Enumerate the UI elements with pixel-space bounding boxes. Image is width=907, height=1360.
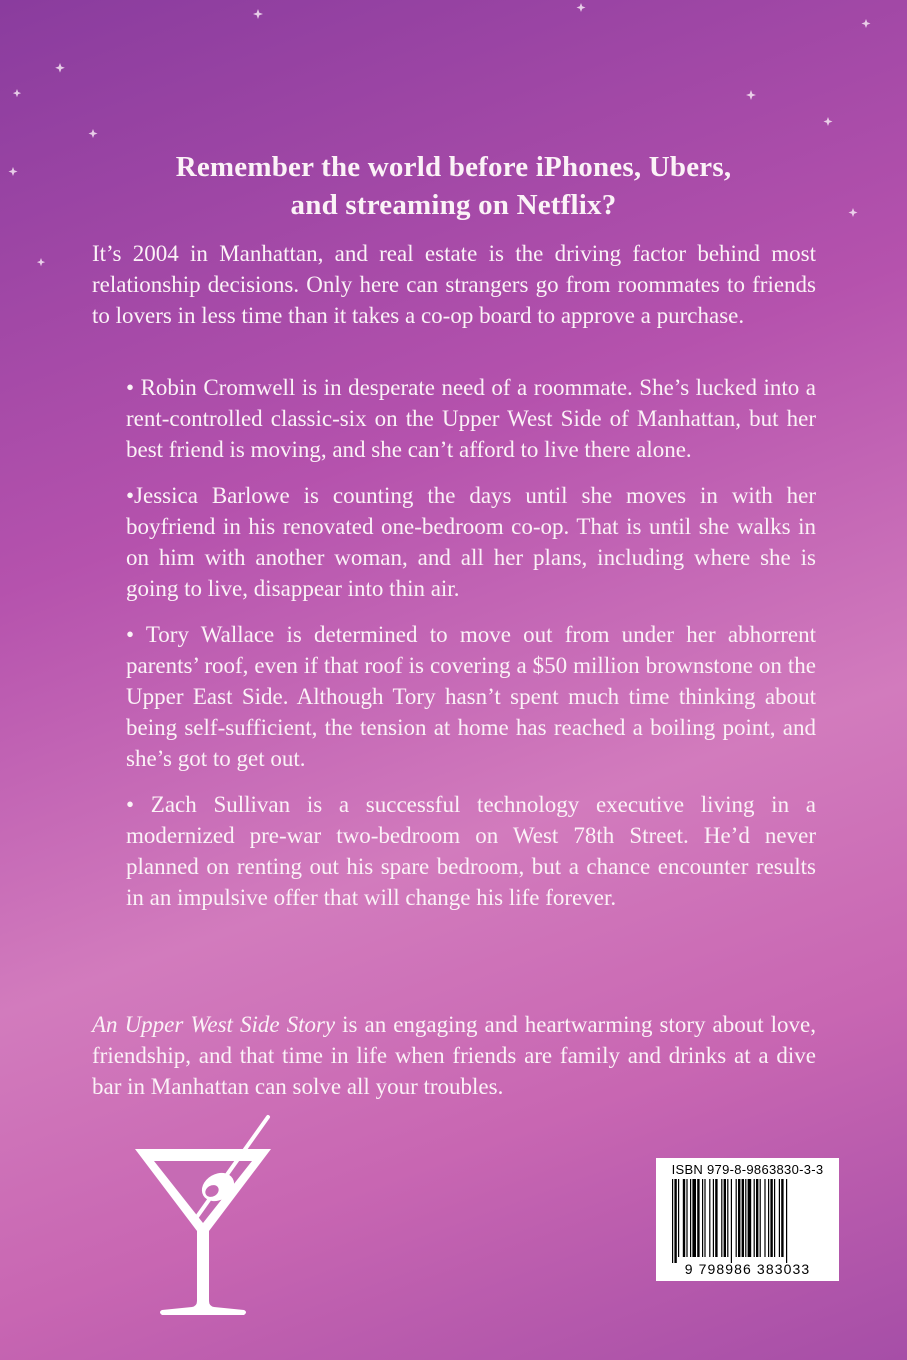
character-tory: • Tory Wallace is determined to move out from under her abhorrent parents’ roof, even if that roof is covering a $50 million brownstone on the Upper East Side. Although Tory hasn’t spent much time thinking about being self-sufficient, the tension at home has reached a boiling point, and she’s got to get out. bbox=[126, 622, 816, 771]
barcode-bar bbox=[674, 1179, 676, 1263]
intro-paragraph: It’s 2004 in Manhattan, and real estate is the driving factor behind most relationship decisions. Only here can strangers go from roommates to friends to lovers in less time than it takes a co-op board to approve a purchase. bbox=[92, 241, 816, 328]
martini-glass-icon bbox=[132, 1113, 274, 1321]
barcode-bar bbox=[672, 1179, 673, 1263]
barcode-bar bbox=[770, 1179, 772, 1257]
star-sparkle-icon bbox=[862, 19, 871, 28]
character-jessica: •Jessica Barlowe is counting the days until she moves in with her boyfriend in his renovated one-bedroom co-op. That is until she walks in on him with another woman, and all her plans, including where she is going to live, disappear into thin air. bbox=[126, 483, 816, 601]
closing-paragraph bbox=[92, 1009, 816, 1102]
barcode-bar bbox=[764, 1179, 765, 1257]
star-sparkle-icon bbox=[55, 63, 65, 73]
barcode-bar bbox=[738, 1179, 740, 1257]
barcode-bars bbox=[672, 1179, 833, 1263]
star-sparkle-icon bbox=[9, 167, 18, 176]
star-sparkle-icon bbox=[13, 89, 21, 97]
barcode-bar bbox=[713, 1179, 714, 1257]
barcode-bar bbox=[686, 1179, 687, 1257]
barcode-bar bbox=[786, 1179, 787, 1263]
barcode-bar bbox=[779, 1179, 780, 1257]
barcode-bar bbox=[748, 1179, 752, 1257]
barcode-bar bbox=[721, 1179, 722, 1257]
star-sparkle-icon bbox=[746, 90, 756, 100]
headline bbox=[60, 148, 847, 224]
character-robin: • Robin Cromwell is in desperate need of a roommate. She’s lucked into a rent-controlled classic-six on the Upper West Side of Manhattan, but her best friend is moving, and she can’t afford to live there alone. bbox=[126, 375, 816, 462]
barcode-bar bbox=[756, 1179, 758, 1257]
star-sparkle-icon bbox=[37, 258, 45, 266]
barcode-bar bbox=[781, 1179, 783, 1257]
barcode-bar bbox=[768, 1179, 769, 1257]
isbn-barcode bbox=[656, 1158, 839, 1281]
book-title: An Upper West Side Story bbox=[92, 1012, 336, 1037]
barcode-digits: 9 798986 383033 bbox=[684, 1261, 811, 1277]
barcode-bar bbox=[709, 1179, 710, 1257]
star-sparkle-icon bbox=[824, 117, 833, 126]
character-zach: • Zach Sullivan is a successful technology executive living in a modernized pre-war two-bedroom on West 78th Street. He’d never planned on renting out his spare bedroom, but a chance encounter results in an impulsive offer that will change his life forever. bbox=[126, 792, 816, 910]
barcode-bar bbox=[690, 1179, 691, 1257]
barcode-bar bbox=[742, 1179, 744, 1257]
star-sparkle-icon bbox=[849, 208, 858, 217]
barcode-bar bbox=[697, 1179, 699, 1257]
closing-text: is an engaging and heartwarming story about love, friendship, and that time in life when friends are family and drinks at a dive bar in Manhattan can solve all your troubles. bbox=[92, 1012, 816, 1099]
barcode-bar bbox=[736, 1179, 737, 1257]
character-list bbox=[126, 372, 816, 928]
headline-line-1: Remember the world before iPhones, Ubers, bbox=[175, 151, 732, 183]
barcode-bar bbox=[731, 1179, 732, 1263]
barcode-bar bbox=[760, 1179, 761, 1257]
isbn-number: ISBN 979-8-9863830-3-3 bbox=[671, 1162, 824, 1177]
star-sparkle-icon bbox=[253, 9, 263, 19]
barcode-bar bbox=[683, 1179, 685, 1257]
barcode-bar bbox=[702, 1179, 703, 1257]
barcode-bar bbox=[774, 1179, 775, 1257]
barcode-bar bbox=[727, 1179, 728, 1257]
barcode-bar bbox=[692, 1179, 696, 1257]
barcode-bar bbox=[704, 1179, 705, 1257]
star-sparkle-icon bbox=[89, 129, 98, 138]
star-sparkle-icon bbox=[577, 3, 586, 12]
barcode-bar bbox=[715, 1179, 717, 1257]
barcode-bar bbox=[745, 1179, 746, 1257]
barcode-bar bbox=[724, 1179, 726, 1257]
barcode-bar bbox=[754, 1179, 755, 1257]
barcode-bar bbox=[678, 1179, 679, 1257]
headline-line-2: and streaming on Netflix? bbox=[290, 189, 617, 221]
